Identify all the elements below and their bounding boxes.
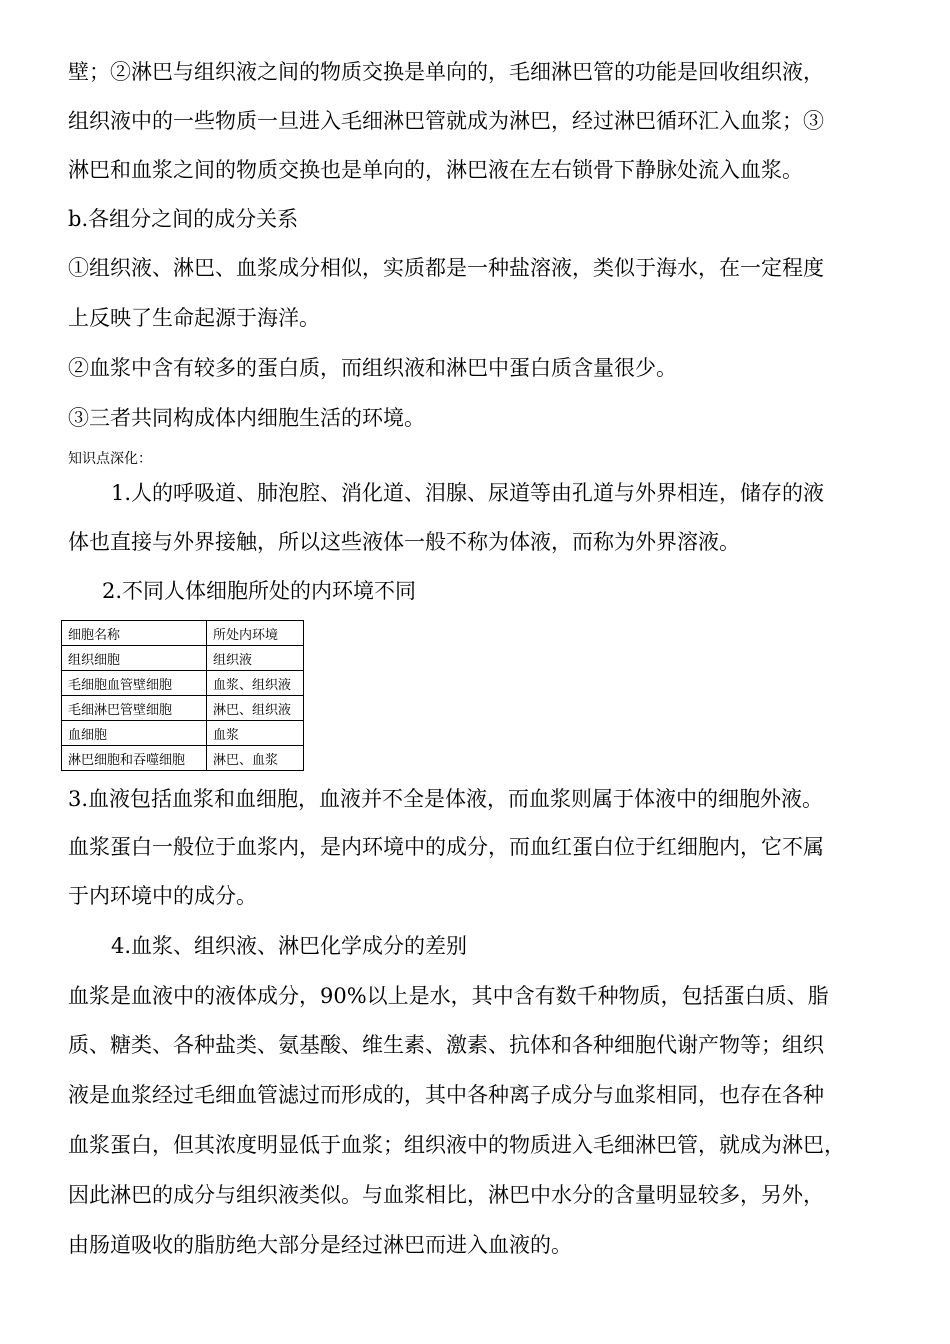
table-cell: 组织细胞 [62,646,207,671]
table-cell: 血浆、组织液 [207,671,304,696]
environment-table [61,620,304,771]
table-cell: 淋巴、血浆 [207,746,304,771]
paragraph-line: 组织液中的一些物质一旦进入毛细淋巴管就成为淋巴，经过淋巴循环汇入血浆；③ [68,109,824,133]
table-row [62,721,304,746]
paragraph-line: 于内环境中的成分。 [68,884,257,908]
paragraph-line: ③三者共同构成体内细胞生活的环境。 [68,406,425,430]
table-row [62,696,304,721]
paragraph-line: 因此淋巴的成分与组织液类似。与血浆相比，淋巴中水分的含量明显较多，另外， [68,1183,824,1207]
paragraph-line: 血浆蛋白，但其浓度明显低于血浆；组织液中的物质进入毛细淋巴管，就成为淋巴， [68,1133,845,1157]
table-cell: 血细胞 [62,721,207,746]
paragraph-line: 血浆蛋白一般位于血浆内，是内环境中的成分，而血红蛋白位于红细胞内，它不属 [68,835,824,859]
table-cell: 淋巴细胞和吞噬细胞 [62,746,207,771]
paragraph-line: 淋巴和血浆之间的物质交换也是单向的，淋巴液在左右锁骨下静脉处流入血浆。 [68,158,803,182]
table-cell: 毛细淋巴管壁细胞 [62,696,207,721]
paragraph-line: 由肠道吸收的脂肪绝大部分是经过淋巴而进入血液的。 [68,1233,572,1257]
paragraph-line: 体也直接与外界接触，所以这些液体一般不称为体液，而称为外界溶液。 [68,530,740,554]
table-row [62,646,304,671]
header-cell: 所处内环境 [207,621,304,646]
paragraph-line: ①组织液、淋巴、血浆成分相似，实质都是一种盐溶液，类似于海水，在一定程度 [68,256,824,280]
paragraph-line: ②血浆中含有较多的蛋白质，而组织液和淋巴中蛋白质含量很少。 [68,356,677,380]
paragraph-line: 质、糖类、各种盐类、氨基酸、维生素、激素、抗体和各种细胞代谢产物等；组织 [68,1033,824,1057]
paragraph-line: 液是血浆经过毛细血管滤过而形成的，其中各种离子成分与血浆相同，也存在各种 [68,1083,824,1107]
table-caption: 2.不同人体细胞所处的内环境不同 [102,579,417,603]
paragraph-line: 血浆是血液中的液体成分，90%以上是水，其中含有数千种物质，包括蛋白质、脂 [68,984,829,1008]
paragraph-line: 壁；②淋巴与组织液之间的物质交换是单向的，毛细淋巴管的功能是回收组织液， [68,60,824,84]
section-heading: 4.血浆、组织液、淋巴化学成分的差别 [111,934,468,958]
table-cell: 淋巴、组织液 [207,696,304,721]
table-cell: 血浆 [207,721,304,746]
paragraph-line: 上反映了生命起源于海洋。 [68,306,320,330]
section-heading: b.各组分之间的成分关系 [68,207,299,231]
paragraph-line: 3.血液包括血浆和血细胞，血液并不全是体液，而血浆则属于体液中的细胞外液。 [68,787,824,811]
knowledge-heading: 知识点深化： [68,451,152,467]
table-row [62,746,304,771]
table-cell: 毛细胞血管壁细胞 [62,671,207,696]
table-header-row [62,621,304,646]
header-cell: 细胞名称 [62,621,207,646]
paragraph-line: 1.人的呼吸道、肺泡腔、消化道、泪腺、尿道等由孔道与外界相连，储存的液 [111,481,825,505]
table-cell: 组织液 [207,646,304,671]
table-row [62,671,304,696]
